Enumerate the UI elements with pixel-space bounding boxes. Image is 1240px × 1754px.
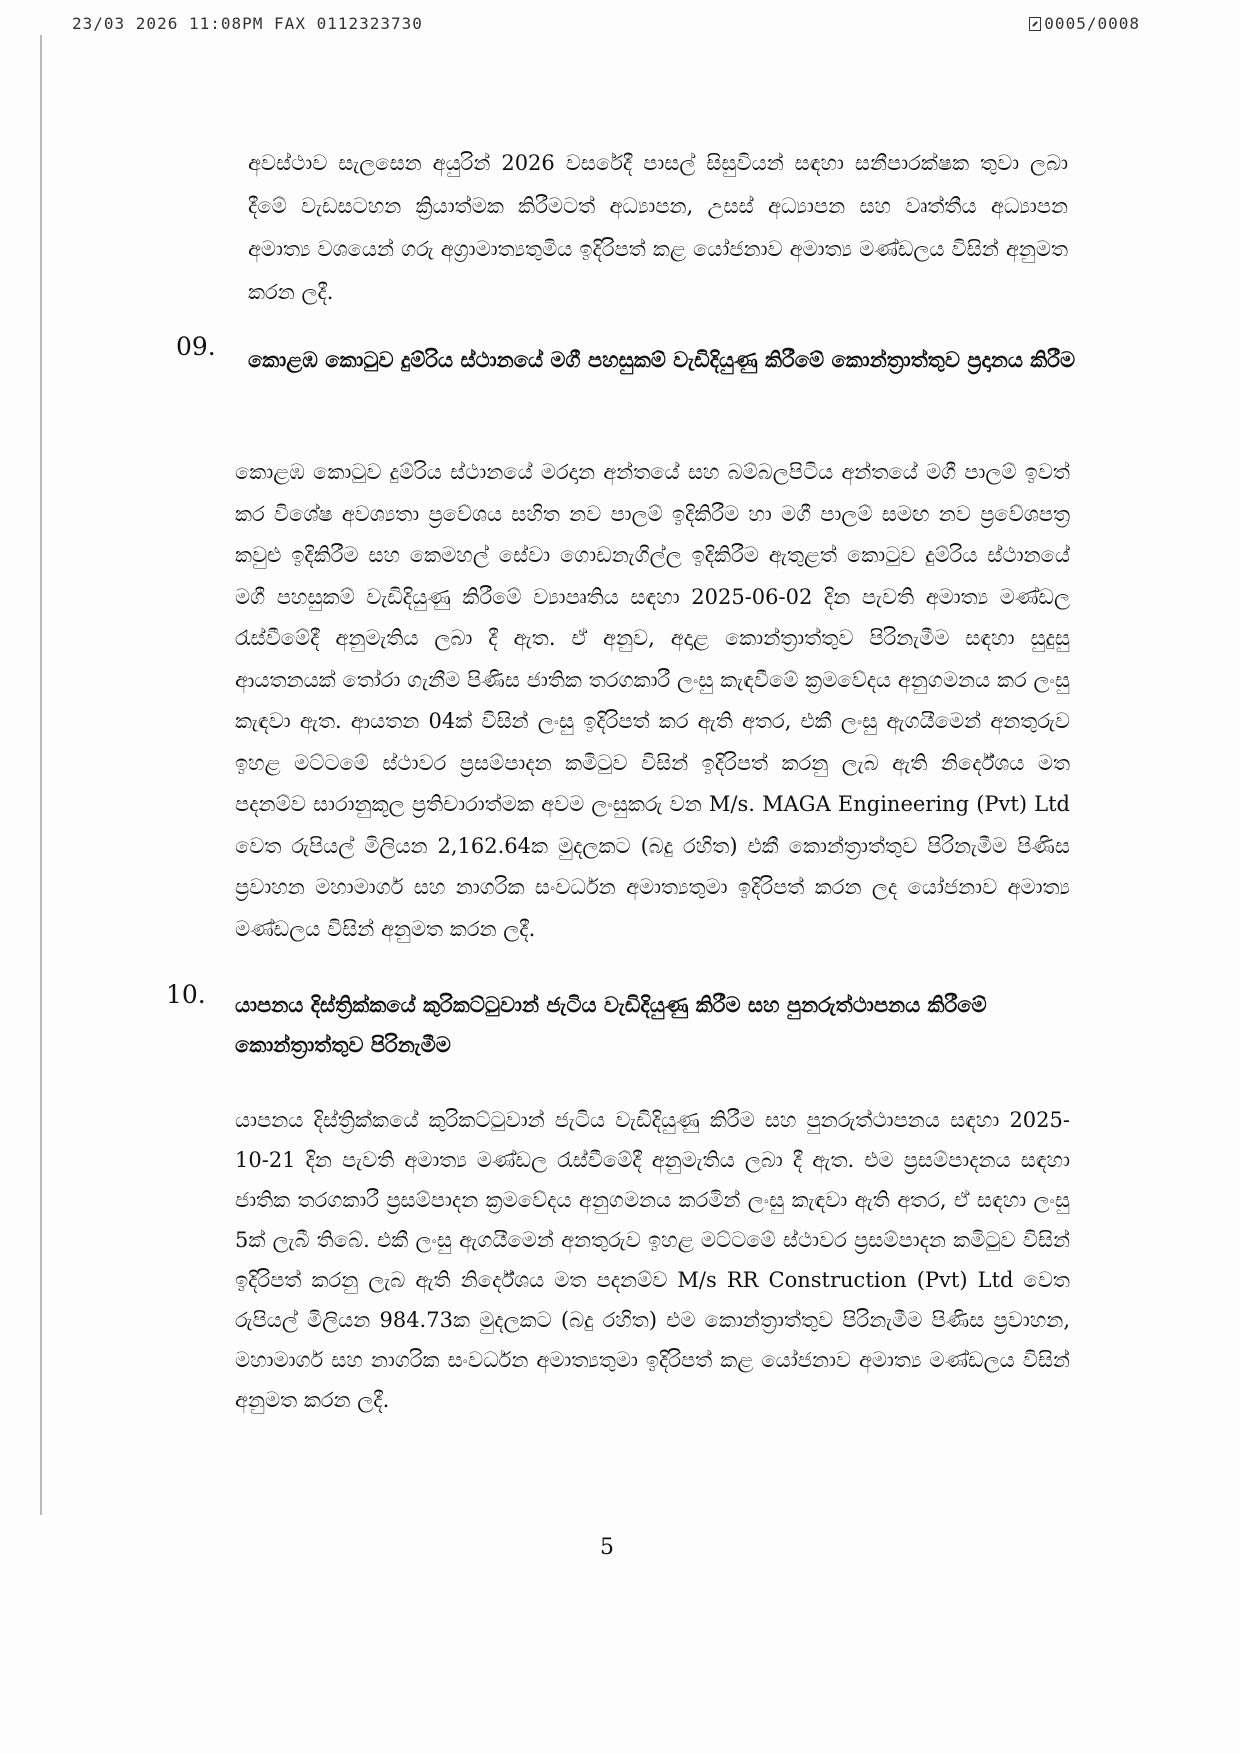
item-number-10: 10. [166, 980, 206, 1009]
fax-number: 0112323730 [316, 14, 423, 33]
fax-page-counter: 0005/0008 [1044, 14, 1140, 33]
item-heading-09: කොළඹ කොටුව දුම්රිය ස්ථානයේ මගී පහසුකම් වැඩිදියුණු කිරීමේ කොන්ත්‍රාත්තුව ප්‍රදානය කිරීම [248, 347, 1076, 372]
item-number-09: 09. [176, 332, 216, 361]
item-body-10: යාපනය දිස්ත්‍රික්කයේ කුරිකට්ටුවාන් ජැටිය වැඩිදියුණු කිරීම සහ පුනරුත්ථාපනය සඳහා 2025-10-21 දින පැවති අමාත්‍ය මණ්ඩල රැස්වීමේදී අනුමැතිය ලබා දී ඇත. එම ප්‍රසම්පාදනය සඳහා ජාතික තරගකාරී ප්‍රසම්පාදන ක්‍රමවේදය අනුගමනය කරමින් ලංසු කැඳවා ඇති අතර, ඒ සඳහා ලංසු 5ක් ලැබී තිබේ. එකී ලංසු ඇගයීමෙන් අනතුරුව ඉහළ මට්ටමේ ස්ථාවර ප්‍රසම්පාදන කමිටුව විසින් ඉදිරිපත් කරනු ලැබ ඇති නිර්දේශය මත පදනම්ව M/s RR Construction (Pvt) Ltd වෙත රුපියල් මිලියන 984.73ක මුදලකට (බදු රහිත) එම කොන්ත්‍රාත්තුව පිරිනැමීම පිණිස ප්‍රවාහන, මහාමාර්ග සහ නාගරික සංවර්ධන අමාත්‍යතුමා ඉදිරිපත් කළ යෝජනාව අමාත්‍ය මණ්ඩලය විසින් අනුමත කරන ලදී. [235, 1108, 1070, 1412]
fax-transmission-info [72, 14, 423, 33]
intro-paragraph: අවස්ථාව සැලසෙන අයුරින් 2026 වසරේදී පාසල් සිසුවියන් සඳහා සනීපාරක්ෂක තුවා ලබා දීමේ වැඩසටහන ක්‍රියාත්මක කිරීමටත් අධ්‍යාපන, උසස් අධ්‍යාපන සහ වෘත්තීය අධ්‍යාපන අමාත්‍ය වශයෙන් ගරු අග්‍රාමාත්‍යතුමිය ඉදිරිපත් කළ යෝජනාව අමාත්‍ය මණ්ඩලය විසින් අනුමත කරන ලදී. [248, 151, 1068, 304]
page-number: 5 [600, 1535, 614, 1560]
fax-header [72, 14, 1140, 38]
fax-time: 11:08PM [188, 14, 264, 33]
item-body-09: කොළඹ කොටුව දුම්රිය ස්ථානයේ මරදාන අන්තයේ සහ බම්බලපිටිය අන්තයේ මගී පාලම් ඉවත් කර විශේෂ අවශ්‍යතා ප්‍රවේශය සහිත නව පාලම් ඉදිකිරීම හා මගී පාලම් සමඟ නව ප්‍රවේශපත්‍ර කවුළු ඉදිකිරීම සහ කෙමහල් සේවා ගොඩනැගිල්ල ඉදිකිරීම ඇතුළත් කොටුව දුම්රිය ස්ථානයේ මගී පහසුකම් වැඩිදියුණු කිරීමේ ව්‍යාපෘතිය සඳහා 2025-06-02 දින පැවති අමාත්‍ය මණ්ඩල රැස්වීමේදී අනුමැතිය ලබා දී ඇත. ඒ අනුව, අදාළ කොන්ත්‍රාත්තුව පිරිනැමීම සඳහා සුදුසු ආයතනයක් තෝරා ගැනීම පිණිස ජාතික තරගකාරී ලංසු කැඳවීමේ ක්‍රමවේදය අනුගමනය කර ලංසු කැඳවා ඇත. ආයතන 04ක් විසින් ලංසු ඉදිරිපත් කර ඇති අතර, එකී ලංසු ඇගයීමෙන් අනතුරුව ඉහළ මට්ටමේ ස්ථාවර ප්‍රසම්පාදන කමිටුව විසින් ඉදිරිපත් කරනු ලැබ ඇති නිර්දේශය මත පදනම්ව සාරානුකූල ප්‍රතිචාරාත්මක අවම ලංසුකරු වන M/s. MAGA Engineering (Pvt) Ltd වෙත රුපියල් මිලියන 2,162.64ක මුදලකට (බදු රහිත) එකී කොන්ත්‍රාත්තුව පිරිනැමීම පිණිස ප්‍රවාහන මහාමාර්ග සහ නාගරික සංවර්ධන අමාත්‍යතුමා ඉදිරිපත් කරන ලද යෝජනාව අමාත්‍ය මණ්ඩලය විසින් අනුමත කරන ලදී. [235, 460, 1070, 941]
scan-edge-line [40, 35, 42, 1515]
fax-checkbox-icon [1029, 17, 1041, 31]
fax-date: 23/03 2026 [72, 14, 179, 33]
fax-page-counter-group [1029, 14, 1140, 33]
item-heading-10: යාපනය දිස්ත්‍රික්කයේ කුරිකට්ටුවාන් ජැටිය වැඩිදියුණු කිරීම සහ පුනරුත්ථාපනය කිරීමේ කොන්ත්‍රාත්තුව පිරිනැමීම [235, 992, 987, 1057]
fax-label: FAX [274, 14, 306, 33]
